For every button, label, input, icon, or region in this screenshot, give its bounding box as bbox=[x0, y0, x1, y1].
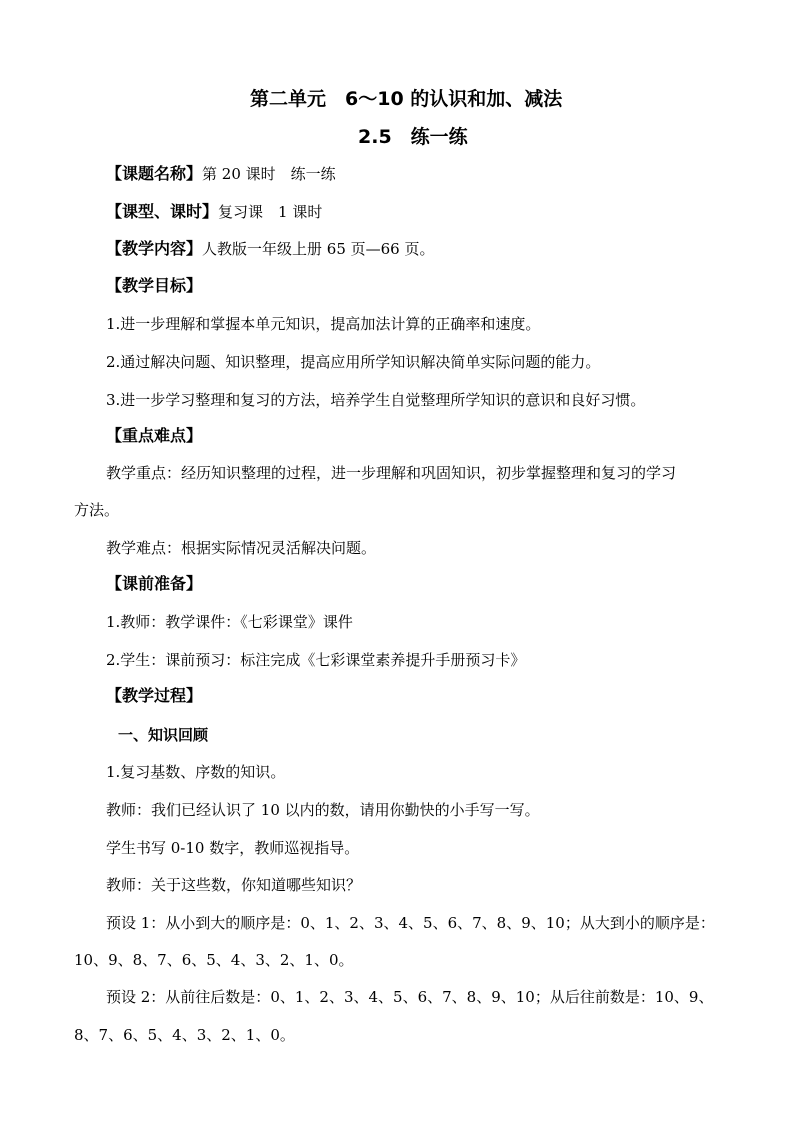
type-value: 复习课 1 课时 bbox=[218, 203, 323, 221]
prep-item: 2.学生：课前预习：标注完成《七彩课堂素养提升手册预习卡》 bbox=[106, 651, 526, 669]
process-line: 教师：我们已经认识了 10 以内的数，请用你勤快的小手写一写。 bbox=[106, 801, 540, 819]
process-line: 预设 2：从前往后数是：0、1、2、3、4、5、6、7、8、9、10；从后往前数是：10、9、 bbox=[106, 988, 714, 1006]
process-line-continued: 10、9、8、7、6、5、4、3、2、1、0。 bbox=[74, 951, 354, 969]
goal-item: 2.通过解决问题、知识整理，提高应用所学知识解决简单实际问题的能力。 bbox=[106, 353, 601, 371]
key-points-heading: 【重点难点】 bbox=[106, 426, 203, 445]
content-row bbox=[106, 239, 435, 259]
goals-heading: 【教学目标】 bbox=[106, 276, 203, 295]
process-line-continued: 8、7、6、5、4、3、2、1、0。 bbox=[74, 1026, 295, 1044]
prep-item: 1.教师：教学课件：《七彩课堂》课件 bbox=[106, 613, 353, 631]
topic-row bbox=[106, 164, 336, 184]
content-label: 【教学内容】 bbox=[106, 239, 203, 258]
type-label: 【课型、课时】 bbox=[106, 202, 219, 221]
process-line: 教师：关于这些数，你知道哪些知识？ bbox=[106, 876, 362, 894]
content-value: 人教版一年级上册 65 页—66 页。 bbox=[202, 240, 435, 258]
lesson-title: 2.5 练一练 bbox=[358, 126, 468, 148]
process-line: 预设 1：从小到大的顺序是：0、1、2、3、4、5、6、7、8、9、10；从大到小的顺序是： bbox=[106, 914, 715, 932]
section-heading: 一、知识回顾 bbox=[118, 726, 209, 744]
prep-heading: 【课前准备】 bbox=[106, 574, 203, 593]
process-heading: 【教学过程】 bbox=[106, 686, 203, 705]
focus-line-continued: 方法。 bbox=[74, 501, 120, 519]
topic-value: 第 20 课时 练一练 bbox=[202, 165, 336, 183]
goal-item: 1.进一步理解和掌握本单元知识，提高加法计算的正确率和速度。 bbox=[106, 315, 541, 333]
unit-title: 第二单元 6～10 的认识和加、减法 bbox=[250, 88, 563, 110]
process-line: 1.复习基数、序数的知识。 bbox=[106, 763, 286, 781]
goal-item: 3.进一步学习整理和复习的方法，培养学生自觉整理所学知识的意识和良好习惯。 bbox=[106, 391, 646, 409]
focus-line: 教学重点：经历知识整理的过程，进一步理解和巩固知识，初步掌握整理和复习的学习 bbox=[106, 464, 677, 482]
type-row bbox=[106, 202, 322, 222]
topic-label: 【课题名称】 bbox=[106, 164, 203, 183]
difficulty-line: 教学难点：根据实际情况灵活解决问题。 bbox=[106, 539, 377, 557]
process-line: 学生书写 0-10 数字，教师巡视指导。 bbox=[106, 839, 360, 857]
